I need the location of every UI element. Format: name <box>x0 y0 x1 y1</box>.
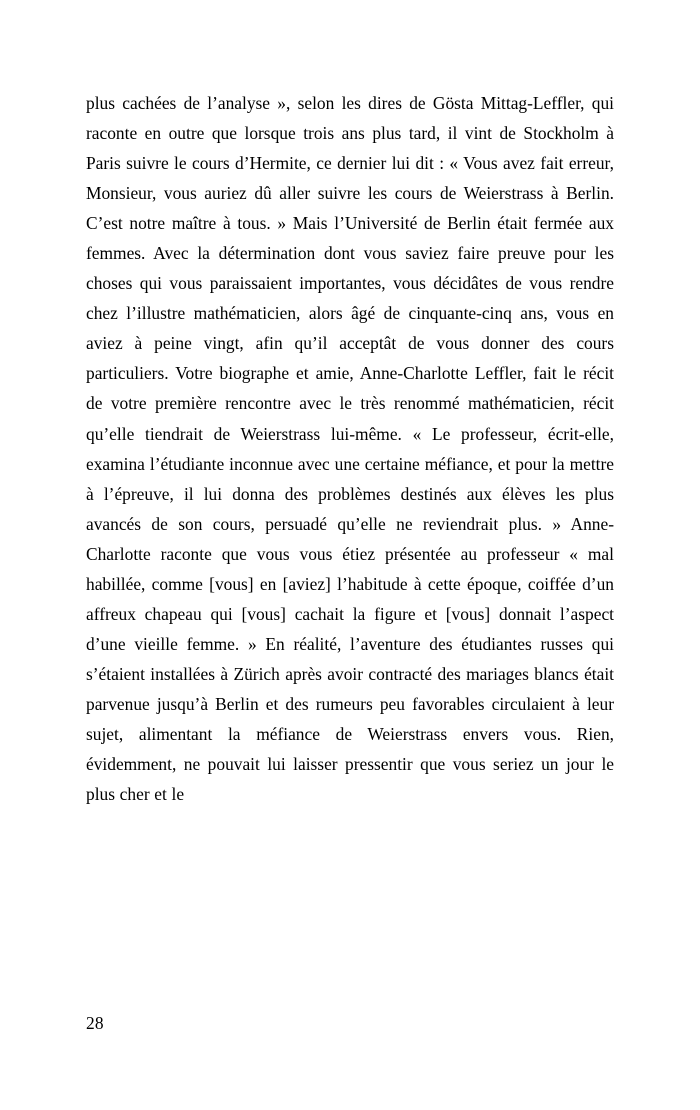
body-paragraph: plus cachées de l’analyse », selon les dires de Gösta Mittag-Leffler, qui raconte en outre que lorsque trois ans plus tard, il vint de Stockholm à Paris suivre le cours d’Hermite, ce dernier lui dit : « Vous avez fait erreur, Monsieur, vous auriez dû aller suivre les cours de Weierstrass à Berlin. C’est notre maître à tous. » Mais l’Université de Berlin était fermée aux femmes. Avec la détermination dont vous saviez faire preuve pour les choses qui vous paraissaient importantes, vous décidâtes de vous rendre chez l’illustre mathématicien, alors âgé de cinquante-cinq ans, vous en aviez à peine vingt, afin qu’il acceptât de vous donner des cours particuliers. Votre biographe et amie, Anne-Charlotte Leffler, fait le récit de votre première rencontre avec le très renommé mathématicien, récit qu’elle tiendrait de Weierstrass lui-même. « Le professeur, écrit-elle, examina l’étudiante inconnue avec une certaine méfiance, et pour la mettre à l’épreuve, il lui donna des problèmes destinés aux élèves les plus avancés de son cours, persuadé qu’elle ne reviendrait plus. » Anne-Charlotte raconte que vous vous étiez présentée au professeur « mal habillée, comme [vous] en [aviez] l’habitude à cette époque, coiffée d’un affreux chapeau qui [vous] cachait la figure et [vous] donnait l’aspect d’une vieille femme. » En réalité, l’aventure des étudiantes russes qui s’étaient installées à Zürich après avoir contracté des mariages blancs était parvenue jusqu’à Berlin et des rumeurs peu favorables circulaient à leur sujet, alimentant la méfiance de Weierstrass envers vous. Rien, évidemment, ne pouvait lui laisser pressentir que vous seriez un jour le plus cher et le <box>86 93 614 805</box>
page-number: 28 <box>86 1013 104 1033</box>
page-body-text <box>86 88 614 809</box>
